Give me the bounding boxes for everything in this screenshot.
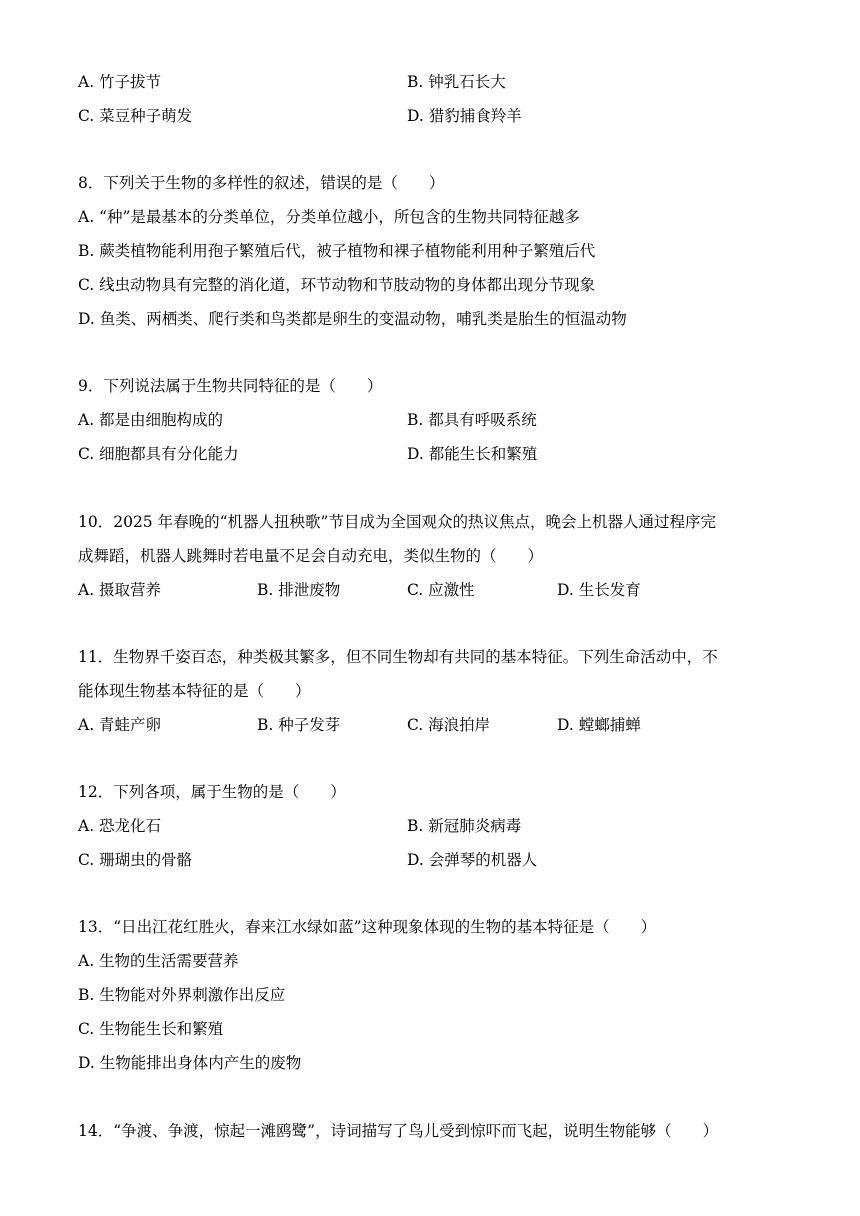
q11-stem-line1: 11．生物界千姿百态，种类极其繁多，但不同生物却有共同的基本特征。下列生命活动中，不 bbox=[78, 648, 718, 666]
q9-option-c: C. 细胞都具有分化能力 bbox=[78, 445, 239, 463]
q12-option-d: D. 会弹琴的机器人 bbox=[407, 851, 538, 869]
q12-option-a: A. 恐龙化石 bbox=[78, 817, 162, 835]
q8-stem: 8．下列关于生物的多样性的叙述，错误的是（ ） bbox=[78, 174, 445, 192]
q11-option-b: B. 种子发芽 bbox=[257, 716, 341, 734]
q13-option-b: B. 生物能对外界刺激作出反应 bbox=[78, 986, 286, 1004]
q9-option-a: A. 都是由细胞构成的 bbox=[78, 411, 224, 429]
q8-option-a: A. “种”是最基本的分类单位，分类单位越小，所包含的生物共同特征越多 bbox=[78, 208, 580, 226]
q10-stem-line2: 成舞蹈，机器人跳舞时若电量不足会自动充电，类似生物的（ ） bbox=[78, 547, 544, 565]
q7-option-a: A. 竹子拔节 bbox=[78, 73, 162, 91]
q11-option-c: C. 海浪拍岸 bbox=[407, 716, 491, 734]
q12-stem: 12．下列各项，属于生物的是（ ） bbox=[78, 783, 346, 801]
q7-option-b: B. 钟乳石长大 bbox=[407, 73, 506, 91]
q8-option-d: D. 鱼类、两栖类、爬行类和鸟类都是卵生的变温动物，哺乳类是胎生的恒温动物 bbox=[78, 310, 627, 328]
q13-option-c: C. 生物能生长和繁殖 bbox=[78, 1020, 224, 1038]
q11-stem-line2: 能体现生物基本特征的是（ ） bbox=[78, 682, 311, 700]
q10-option-a: A. 摄取营养 bbox=[78, 581, 162, 599]
q10-option-b: B. 排泄废物 bbox=[257, 581, 341, 599]
q12-option-c: C. 珊瑚虫的骨骼 bbox=[78, 851, 193, 869]
q13-option-d: D. 生物能排出身体内产生的废物 bbox=[78, 1054, 302, 1072]
q13-stem: 13．“日出江花红胜火，春来江水绿如蓝”这种现象体现的生物的基本特征是（ ） bbox=[78, 918, 657, 936]
q7-option-d: D. 猎豹捕食羚羊 bbox=[407, 107, 522, 125]
q8-option-b: B. 蕨类植物能利用孢子繁殖后代，被子植物和裸子植物能利用种子繁殖后代 bbox=[78, 242, 596, 260]
q11-option-d: D. 螳螂捕蝉 bbox=[557, 716, 641, 734]
q10-option-c: C. 应激性 bbox=[407, 581, 475, 599]
q14-stem: 14．“争渡、争渡，惊起一滩鸥鹭”，诗词描写了鸟儿受到惊吓而飞起，说明生物能够（ ） bbox=[78, 1122, 719, 1140]
q10-option-d: D. 生长发育 bbox=[557, 581, 641, 599]
q10-stem-line1: 10．2025 年春晚的“机器人扭秧歌”节目成为全国观众的热议焦点，晚会上机器人通过程序完 bbox=[78, 513, 716, 531]
q8-option-c: C. 线虫动物具有完整的消化道，环节动物和节肢动物的身体都出现分节现象 bbox=[78, 276, 596, 294]
q12-option-b: B. 新冠肺炎病毒 bbox=[407, 817, 522, 835]
q9-stem: 9．下列说法属于生物共同特征的是（ ） bbox=[78, 377, 383, 395]
q7-option-c: C. 菜豆种子萌发 bbox=[78, 107, 193, 125]
q11-option-a: A. 青蛙产卵 bbox=[78, 716, 162, 734]
q13-option-a: A. 生物的生活需要营养 bbox=[78, 952, 239, 970]
q9-option-d: D. 都能生长和繁殖 bbox=[407, 445, 538, 463]
q9-option-b: B. 都具有呼吸系统 bbox=[407, 411, 537, 429]
